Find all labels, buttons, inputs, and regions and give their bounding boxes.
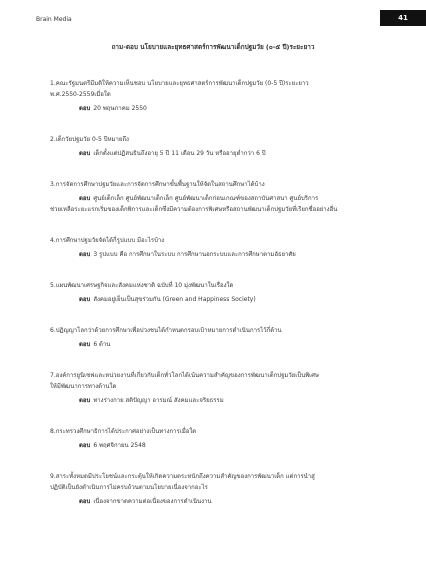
- answer-continuation: ช่วยเหลือระยะแรกเริ่มของเด็กพิการและเด็กซึ่งมีความต้องการพิเศษหรือสถานพัฒนาเด็กปฐมวัยที่เรียกชื่ออย่างอื่น: [50, 206, 338, 213]
- question-text: 9.สาระทั้งหมดมีประโยชน์และกระตุ้นให้เกิดความตระหนักถึงความสำคัญของการพัฒนาเด็ก แต่การนำสู่: [50, 473, 315, 480]
- question-text: 6.ปฏิญญาโลกว่าด้วยการศึกษาเพื่อปวงชนได้กำหนดกรอบเป้าหมายการดำเนินการไว้กี่ด้าน: [50, 327, 282, 334]
- answer-text: 6 พฤศจิกายน 2548: [93, 442, 146, 449]
- answer-label: ตอบ: [79, 341, 91, 348]
- question-text: 7.องค์การยูนิเซฟและหน่วยงานที่เกี่ยวกับเด็กทั่วโลกได้เน้นความสำคัญของการพัฒนาเด็กปฐมวัยเป็นพิเศษ: [50, 372, 320, 379]
- answer-line: [50, 395, 406, 406]
- answer-label: ตอบ: [79, 442, 91, 449]
- answer-text: ทางร่างกาย สติปัญญา อารมณ์ สังคมและจริยธรรม: [93, 397, 224, 404]
- question-text: 4.การศึกษาปฐมวัยจัดได้กี่รูปแบบ มีอะไรบ้าง: [50, 237, 165, 244]
- qa-item: [50, 370, 406, 406]
- qa-item: [50, 235, 406, 260]
- question-text: 2.เด็กวัยปฐมวัย 0-5 ปีหมายถึง: [50, 136, 129, 143]
- answer-text: เด็กตั้งแต่ปฏิสนธินถึงอายุ 5 ปี 11 เดือน 29 วัน หรืออายุต่ำกว่า 6 ปี: [93, 150, 266, 157]
- answer-line: [50, 294, 406, 305]
- question-text: 8.กระทรวงศึกษาธิการได้ประกาศอย่างเป็นทางการเมื่อใด: [50, 428, 197, 435]
- answer-text: เนื่องจากขาดความต่อเนื่องของการดำเนินงาน: [93, 498, 212, 505]
- answer-label: ตอบ: [79, 195, 91, 202]
- answer-line: [50, 496, 406, 507]
- answer-line: [50, 440, 406, 451]
- question-continuation: ปฏิบัติเป็นยังดำเนินการไม่ครบถ้วนตามนโยบายเนื่องจากอะไร: [50, 484, 208, 491]
- answer-line: [50, 249, 406, 260]
- answer-label: ตอบ: [79, 105, 91, 112]
- question-text: 1.คณะรัฐมนตรีมีมติให้ความเห็นชอบ นโยบายและยุทธศาสตร์การพัฒนาเด็กปฐมวัย (0-5 ปี)ระยะยาว: [50, 80, 309, 87]
- qa-item: [50, 280, 406, 305]
- answer-text: 6 ด้าน: [93, 341, 111, 348]
- answer-line: [50, 193, 406, 204]
- answer-label: ตอบ: [79, 150, 91, 157]
- answer-text: ศูนย์เด็กเล็ก ศูนย์พัฒนาเด็กเล็ก ศูนย์พัฒนาเด็กก่อนเกณฑ์ของสถาบันศาสนา ศูนย์บริการ: [93, 195, 319, 202]
- qa-item: [50, 134, 406, 159]
- question-text: 3.การจัดการศึกษาปฐมวัยและการจัดการศึกษาขั้นพื้นฐานให้จัดในสถานศึกษาได้บ้าง: [50, 181, 265, 188]
- answer-text: 20 พฤษภาคม 2550: [93, 105, 147, 112]
- qa-item: [50, 325, 406, 350]
- question-continuation: ให้มีพัฒนาการทางด้านใด: [50, 383, 117, 390]
- question-continuation: พ.ศ.2550-2559เมื่อใด: [50, 91, 111, 98]
- qa-list: [50, 78, 406, 527]
- qa-item: [50, 78, 406, 114]
- qa-item: [50, 179, 406, 215]
- answer-line: [50, 103, 406, 114]
- brand-name: Brain Media: [36, 16, 72, 23]
- answer-line: [50, 339, 406, 350]
- answer-text: 3 รูปแบบ คือ การศึกษาในระบบ การศึกษานอกระบบและการศึกษาตามอัธยาศัย: [93, 251, 296, 258]
- answer-line: [50, 148, 406, 159]
- answer-label: ตอบ: [79, 296, 91, 303]
- question-text: 5.แผนพัฒนาเศรษฐกิจและสังคมแห่งชาติ ฉบับที่ 10 มุ่งพัฒนาในเรื่องใด: [50, 282, 234, 289]
- answer-label: ตอบ: [79, 397, 91, 404]
- qa-item: [50, 471, 406, 507]
- page-title: ถาม-ตอบ นโยบายและยุทธศาสตร์การพัฒนาเด็กปฐมวัย (๐-๕ ปี)ระยะยาว: [111, 43, 315, 51]
- qa-item: [50, 426, 406, 451]
- page-number-badge: 41: [380, 10, 426, 26]
- answer-label: ตอบ: [79, 498, 91, 505]
- answer-label: ตอบ: [79, 251, 91, 258]
- answer-text: สังคมอยู่เย็นเป็นสุขร่วมกัน (Green and Happiness Society): [93, 296, 256, 303]
